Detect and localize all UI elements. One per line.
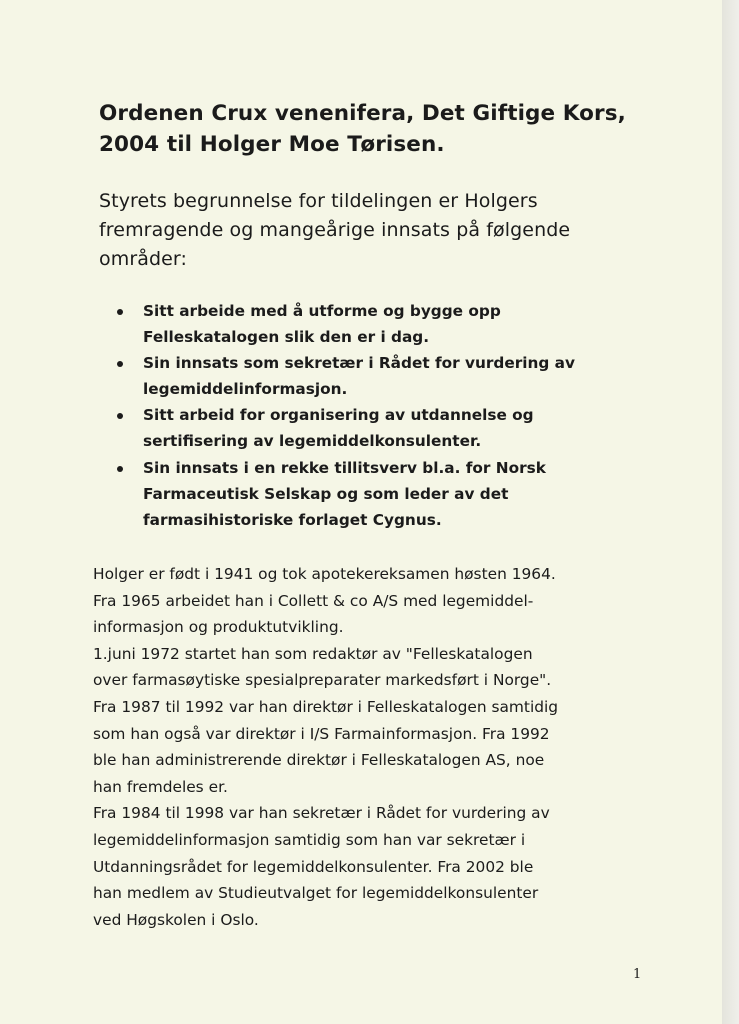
- title-line: 2004 til Holger Moe Tørisen.: [99, 132, 445, 157]
- intro-line: fremragende og mangeårige innsats på følgende: [99, 219, 571, 241]
- list-item: [115, 455, 575, 533]
- list-item-line: sertifisering av legemiddelkonsulenter.: [143, 432, 482, 451]
- intro-line: Styrets begrunnelse for tildelingen er Holgers: [99, 190, 538, 212]
- intro-paragraph: [99, 187, 570, 274]
- list-item-line: legemiddelinformasjon.: [143, 380, 348, 399]
- list-item: [115, 350, 575, 402]
- list-item: [115, 298, 575, 350]
- title-line: Ordenen Crux venenifera, Det Giftige Kors,: [99, 101, 626, 126]
- body-line: Fra 1987 til 1992 var han direktør i Felleskatalogen samtidig: [93, 697, 559, 716]
- body-line: Fra 1984 til 1998 var han sekretær i Rådet for vurdering av: [93, 804, 550, 823]
- intro-line: områder:: [99, 248, 188, 270]
- body-line: Holger er født i 1941 og tok apotekereksamen høsten 1964.: [93, 565, 556, 583]
- scan-edge: [722, 0, 739, 1024]
- list-item-line: farmasihistoriske forlaget Cygnus.: [143, 510, 442, 529]
- body-line: Fra 1965 arbeidet han i Collett & co A/S med legemiddel-: [93, 591, 534, 610]
- body-line: ved Høgskolen i Oslo.: [93, 910, 259, 929]
- bullet-icon: [117, 309, 123, 315]
- list-item-line: Sitt arbeid for organisering av utdannelse og: [143, 406, 534, 425]
- list-item: [115, 402, 575, 454]
- biography-paragraph: [93, 561, 558, 933]
- page-number: 1: [633, 967, 642, 982]
- body-line: informasjon og produktutvikling.: [93, 618, 344, 637]
- bullet-icon: [117, 413, 123, 419]
- list-item-line: Farmaceutisk Selskap og som leder av det: [143, 484, 509, 503]
- body-line: som han også var direktør i I/S Farmainformasjon. Fra 1992: [93, 724, 550, 743]
- bullet-icon: [117, 466, 123, 472]
- list-item-line: Sin innsats som sekretær i Rådet for vurdering av: [143, 354, 575, 373]
- bullet-icon: [117, 361, 123, 367]
- body-line: han fremdeles er.: [93, 777, 228, 796]
- body-line: han medlem av Studieutvalget for legemiddelkonsulenter: [93, 884, 539, 903]
- list-item-line: Sin innsats i en rekke tillitsverv bl.a. for Norsk: [143, 458, 546, 477]
- body-line: ble han administrerende direktør i Felleskatalogen AS, noe: [93, 751, 545, 770]
- body-line: legemiddelinformasjon samtidig som han var sekretær i: [93, 830, 526, 849]
- list-item-line: Sitt arbeide med å utforme og bygge opp: [143, 302, 501, 320]
- list-item-line: Felleskatalogen slik den er i dag.: [143, 328, 430, 347]
- body-line: Utdanningsrådet for legemiddelkonsulenter. Fra 2002 ble: [93, 857, 534, 876]
- document-title: [99, 98, 626, 160]
- body-line: 1.juni 1972 startet han som redaktør av "Felleskatalogen: [93, 644, 533, 663]
- merit-list: [115, 298, 575, 533]
- body-line: over farmasøytiske spesialpreparater markedsført i Norge".: [93, 671, 552, 690]
